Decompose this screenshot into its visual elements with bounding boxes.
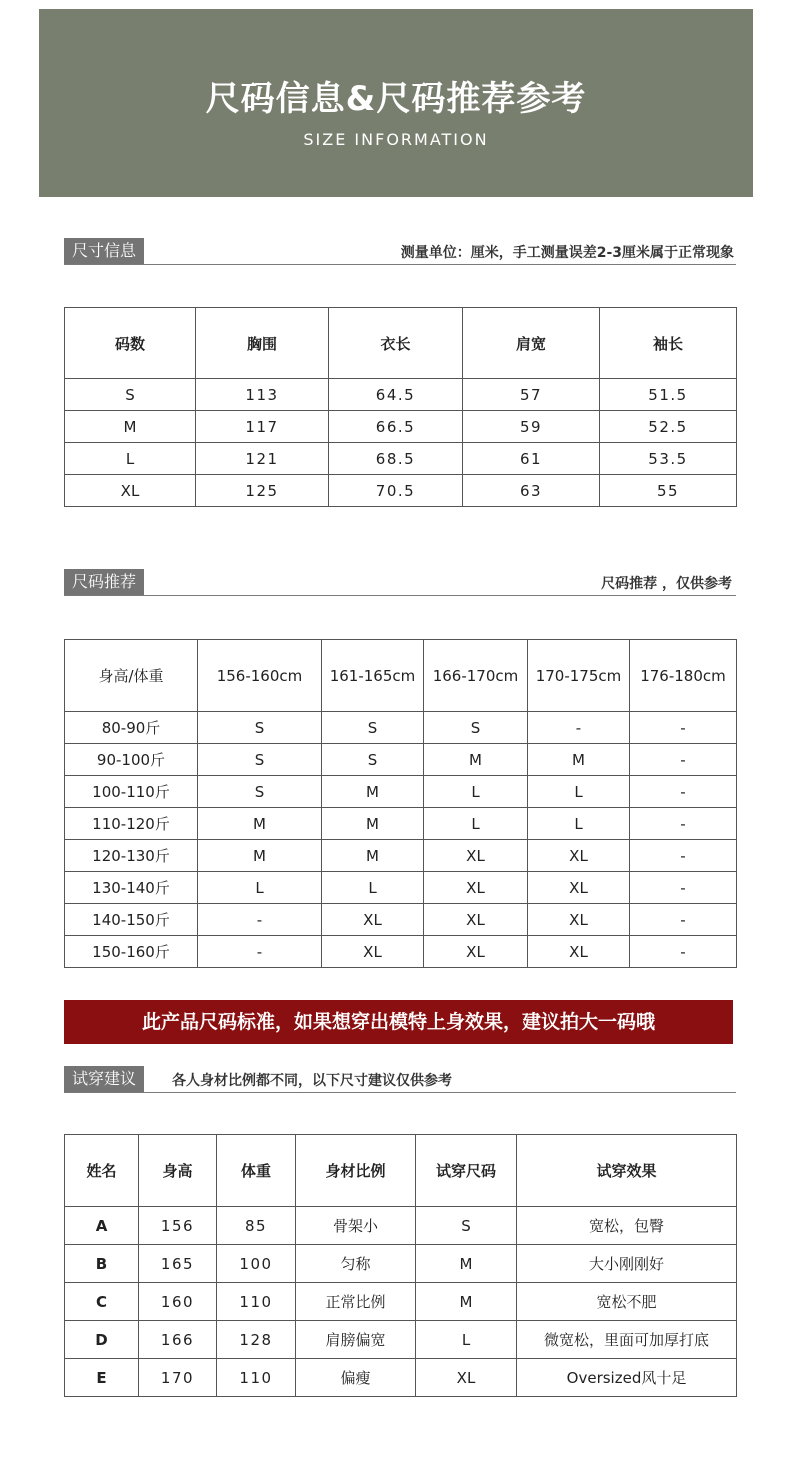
table-cell: M <box>322 808 424 840</box>
table-cell: 117 <box>196 411 329 443</box>
table-cell: XL <box>424 840 528 872</box>
table-cell: 骨架小 <box>296 1207 416 1245</box>
table-cell: XL <box>528 904 630 936</box>
table-cell: 偏瘦 <box>296 1359 416 1397</box>
table-cell: 125 <box>196 475 329 507</box>
table-row <box>65 872 737 904</box>
table-cell: L <box>65 443 196 475</box>
table-header-cell: 156-160cm <box>198 640 322 712</box>
table-cell: 63 <box>463 475 600 507</box>
size-info-tag: 尺寸信息 <box>64 238 144 264</box>
table-cell: L <box>528 776 630 808</box>
table-cell: XL <box>322 936 424 968</box>
table-cell: L <box>198 872 322 904</box>
table-header-cell: 体重 <box>217 1135 296 1207</box>
table-cell: - <box>630 744 737 776</box>
table-cell: - <box>630 808 737 840</box>
table-row <box>65 1359 737 1397</box>
table-header-row <box>65 308 737 379</box>
table-cell: 170 <box>139 1359 217 1397</box>
table-cell: 110-120斤 <box>65 808 198 840</box>
table-cell: C <box>65 1283 139 1321</box>
table-header-cell: 袖长 <box>600 308 737 379</box>
table-header-cell: 试穿效果 <box>517 1135 737 1207</box>
table-cell: - <box>198 904 322 936</box>
table-row <box>65 443 737 475</box>
table-cell: 120-130斤 <box>65 840 198 872</box>
table-cell: L <box>528 808 630 840</box>
table-cell: S <box>198 744 322 776</box>
table-cell: 66.5 <box>329 411 463 443</box>
table-header-cell: 码数 <box>65 308 196 379</box>
table-header-row <box>65 1135 737 1207</box>
table-cell: - <box>630 936 737 968</box>
table-cell: 156 <box>139 1207 217 1245</box>
table-cell: 100 <box>217 1245 296 1283</box>
table-header-cell: 176-180cm <box>630 640 737 712</box>
table-cell: 正常比例 <box>296 1283 416 1321</box>
table-header-cell: 161-165cm <box>322 640 424 712</box>
table-cell: 166 <box>139 1321 217 1359</box>
table-cell: XL <box>528 872 630 904</box>
table-cell: 53.5 <box>600 443 737 475</box>
table-cell: XL <box>65 475 196 507</box>
table-cell: L <box>416 1321 517 1359</box>
table-cell: 110 <box>217 1359 296 1397</box>
table-cell: S <box>322 744 424 776</box>
table-header-cell: 衣长 <box>329 308 463 379</box>
table-cell: M <box>416 1245 517 1283</box>
table-cell: M <box>424 744 528 776</box>
table-cell: 100-110斤 <box>65 776 198 808</box>
table-cell: - <box>528 712 630 744</box>
try-on-note: 各人身材比例都不同，以下尺寸建议仅供参考 <box>172 1073 452 1089</box>
table-cell: 68.5 <box>329 443 463 475</box>
table-cell: L <box>322 872 424 904</box>
table-cell: S <box>65 379 196 411</box>
table-cell: 64.5 <box>329 379 463 411</box>
table-cell: S <box>424 712 528 744</box>
table-row <box>65 712 737 744</box>
table-cell: E <box>65 1359 139 1397</box>
table-cell: 59 <box>463 411 600 443</box>
table-row <box>65 776 737 808</box>
table-cell: 140-150斤 <box>65 904 198 936</box>
table-cell: 宽松不肥 <box>517 1283 737 1321</box>
table-cell: Oversized风十足 <box>517 1359 737 1397</box>
table-cell: 80-90斤 <box>65 712 198 744</box>
table-cell: 121 <box>196 443 329 475</box>
table-header-cell: 肩宽 <box>463 308 600 379</box>
size-notice-banner: 此产品尺码标准，如果想穿出模特上身效果，建议拍大一码哦 <box>64 1000 733 1044</box>
table-cell: M <box>528 744 630 776</box>
table-cell: - <box>198 936 322 968</box>
table-cell: 165 <box>139 1245 217 1283</box>
table-header-cell: 姓名 <box>65 1135 139 1207</box>
table-row <box>65 744 737 776</box>
table-cell: 大小刚刚好 <box>517 1245 737 1283</box>
table-header-cell: 身高/体重 <box>65 640 198 712</box>
size-info-note: 测量单位：厘米，手工测量误差2-3厘米属于正常现象 <box>400 245 734 261</box>
table-cell: S <box>198 776 322 808</box>
table-cell: 57 <box>463 379 600 411</box>
table-cell: XL <box>322 904 424 936</box>
table-cell: 113 <box>196 379 329 411</box>
table-cell: 85 <box>217 1207 296 1245</box>
try-on-tag: 试穿建议 <box>64 1066 144 1092</box>
table-cell: 52.5 <box>600 411 737 443</box>
table-cell: XL <box>528 840 630 872</box>
table-cell: D <box>65 1321 139 1359</box>
table-cell: 61 <box>463 443 600 475</box>
table-row <box>65 1245 737 1283</box>
try-on-table <box>64 1134 737 1397</box>
table-row <box>65 1207 737 1245</box>
table-cell: S <box>416 1207 517 1245</box>
table-cell: - <box>630 904 737 936</box>
table-cell: A <box>65 1207 139 1245</box>
table-cell: 160 <box>139 1283 217 1321</box>
table-header-cell: 胸围 <box>196 308 329 379</box>
size-recommend-table <box>64 639 737 968</box>
table-row <box>65 1283 737 1321</box>
table-cell: 微宽松，里面可加厚打底 <box>517 1321 737 1359</box>
table-header-cell: 身材比例 <box>296 1135 416 1207</box>
table-cell: - <box>630 712 737 744</box>
table-cell: M <box>322 776 424 808</box>
table-header-cell: 身高 <box>139 1135 217 1207</box>
table-row <box>65 840 737 872</box>
table-row <box>65 379 737 411</box>
table-header-row <box>65 640 737 712</box>
table-cell: 宽松，包臀 <box>517 1207 737 1245</box>
table-cell: 128 <box>217 1321 296 1359</box>
table-cell: XL <box>416 1359 517 1397</box>
table-cell: M <box>198 808 322 840</box>
banner-title: 尺码信息&尺码推荐参考 <box>205 79 587 119</box>
table-cell: XL <box>424 872 528 904</box>
table-cell: XL <box>424 936 528 968</box>
table-cell: S <box>198 712 322 744</box>
table-cell: 130-140斤 <box>65 872 198 904</box>
table-cell: 150-160斤 <box>65 936 198 968</box>
table-cell: 90-100斤 <box>65 744 198 776</box>
table-cell: M <box>416 1283 517 1321</box>
table-cell: 55 <box>600 475 737 507</box>
table-row <box>65 904 737 936</box>
table-cell: L <box>424 808 528 840</box>
table-cell: B <box>65 1245 139 1283</box>
table-cell: L <box>424 776 528 808</box>
banner-subtitle: SIZE INFORMATION <box>303 130 489 149</box>
try-on-divider <box>64 1092 736 1093</box>
size-recommend-divider <box>64 595 736 596</box>
size-info-table <box>64 307 737 507</box>
table-row <box>65 936 737 968</box>
table-cell: XL <box>424 904 528 936</box>
table-cell: M <box>65 411 196 443</box>
table-cell: 肩膀偏宽 <box>296 1321 416 1359</box>
table-row <box>65 475 737 507</box>
size-info-divider <box>64 264 736 265</box>
table-cell: - <box>630 840 737 872</box>
table-row <box>65 1321 737 1359</box>
table-cell: - <box>630 872 737 904</box>
table-header-cell: 试穿尺码 <box>416 1135 517 1207</box>
table-header-cell: 170-175cm <box>528 640 630 712</box>
table-row <box>65 411 737 443</box>
table-row <box>65 808 737 840</box>
table-cell: - <box>630 776 737 808</box>
table-cell: 匀称 <box>296 1245 416 1283</box>
table-cell: 110 <box>217 1283 296 1321</box>
header-banner <box>39 9 753 197</box>
table-cell: 70.5 <box>329 475 463 507</box>
table-cell: M <box>322 840 424 872</box>
table-cell: M <box>198 840 322 872</box>
size-recommend-note: 尺码推荐 ，仅供参考 <box>601 576 732 592</box>
table-cell: 51.5 <box>600 379 737 411</box>
table-cell: XL <box>528 936 630 968</box>
table-cell: S <box>322 712 424 744</box>
size-recommend-tag: 尺码推荐 <box>64 569 144 595</box>
table-header-cell: 166-170cm <box>424 640 528 712</box>
